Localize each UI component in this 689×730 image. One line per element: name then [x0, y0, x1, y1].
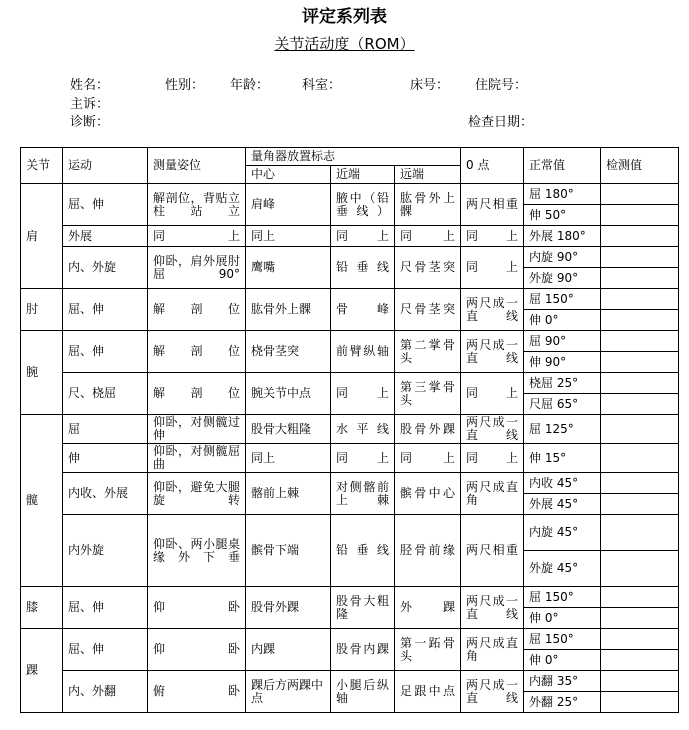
name-label: 姓名： — [70, 78, 110, 93]
measured-value-cell[interactable] — [601, 310, 679, 331]
measured-value-cell[interactable] — [601, 650, 679, 671]
table-row — [21, 184, 679, 205]
normal-value-cell: 外翻 25° — [524, 692, 601, 713]
joint-cell: 肩 — [21, 184, 63, 289]
motion-cell: 屈、伸 — [63, 629, 148, 671]
normal-value-cell: 屈 180° — [524, 184, 601, 205]
measured-value-cell[interactable] — [601, 587, 679, 608]
table-row — [21, 373, 679, 394]
center-cell: 踝后方两踝中点 — [246, 671, 331, 713]
measured-value-cell[interactable] — [601, 247, 679, 268]
measured-value-cell[interactable] — [601, 373, 679, 394]
distal-cell: 第一跖骨头 — [395, 629, 461, 671]
proximal-cell: 股骨内踝 — [331, 629, 395, 671]
measured-value-cell[interactable] — [601, 473, 679, 494]
distal-cell: 同上 — [395, 226, 461, 247]
normal-value-cell: 伸 90° — [524, 352, 601, 373]
motion-cell: 屈、伸 — [63, 289, 148, 331]
joint-cell: 膝 — [21, 587, 63, 629]
normal-value-cell: 外展 180° — [524, 226, 601, 247]
measured-value-cell[interactable] — [601, 444, 679, 473]
motion-cell: 伸 — [63, 444, 148, 473]
admission-label: 住院号： — [475, 78, 528, 93]
position-cell: 仰卧 — [148, 629, 246, 671]
measured-value-cell[interactable] — [601, 394, 679, 415]
table-row — [21, 444, 679, 473]
zero-cell: 两尺成直角 — [461, 629, 524, 671]
measured-value-cell[interactable] — [601, 226, 679, 247]
measured-value-cell[interactable] — [601, 205, 679, 226]
normal-value-cell: 内旋 90° — [524, 247, 601, 268]
center-cell: 同上 — [246, 444, 331, 473]
position-cell: 仰卧、两小腿桌缘外下垂 — [148, 515, 246, 587]
zero-cell: 两尺相重 — [461, 515, 524, 587]
normal-value-cell: 屈 150° — [524, 289, 601, 310]
joint-cell: 腕 — [21, 331, 63, 415]
rom-table — [20, 147, 679, 713]
table-row — [21, 247, 679, 268]
position-cell: 仰卧，肩外展肘屈 90° — [148, 247, 246, 289]
position-cell: 仰卧，对侧髋屈曲 — [148, 444, 246, 473]
header-placement: 量角器放置标志 — [246, 148, 461, 166]
normal-value-cell: 外旋 90° — [524, 268, 601, 289]
sex-label: 性别： — [165, 78, 205, 93]
normal-value-cell: 外展 45° — [524, 494, 601, 515]
measured-value-cell[interactable] — [601, 629, 679, 650]
table-row — [21, 331, 679, 352]
proximal-cell: 骨峰 — [331, 289, 395, 331]
proximal-cell: 同上 — [331, 226, 395, 247]
center-cell: 髂前上棘 — [246, 473, 331, 515]
distal-cell: 第三掌骨头 — [395, 373, 461, 415]
normal-value-cell: 伸 0° — [524, 608, 601, 629]
distal-cell: 足跟中点 — [395, 671, 461, 713]
motion-cell: 外展 — [63, 226, 148, 247]
joint-cell: 髋 — [21, 415, 63, 587]
page-title: 评定系列表 — [302, 7, 387, 27]
center-cell: 同上 — [246, 226, 331, 247]
measured-value-cell[interactable] — [601, 415, 679, 444]
exam-date-label: 检查日期： — [468, 115, 534, 130]
table-row — [21, 587, 679, 608]
zero-cell: 同上 — [461, 444, 524, 473]
normal-value-cell: 屈 90° — [524, 331, 601, 352]
measured-value-cell[interactable] — [601, 289, 679, 310]
position-cell: 解剖位，背贴立柱站立 — [148, 184, 246, 226]
proximal-cell: 对侧髂前上棘 — [331, 473, 395, 515]
proximal-cell: 同上 — [331, 444, 395, 473]
position-cell: 仰卧，对侧髋过伸 — [148, 415, 246, 444]
center-cell: 肱骨外上髁 — [246, 289, 331, 331]
measured-value-cell[interactable] — [601, 692, 679, 713]
normal-value-cell: 内旋 45° — [524, 515, 601, 551]
position-cell: 解剖位 — [148, 373, 246, 415]
position-cell: 解剖位 — [148, 289, 246, 331]
proximal-cell: 同上 — [331, 373, 395, 415]
complaint-label: 主诉： — [70, 97, 110, 112]
header-normal: 正常值 — [524, 148, 601, 184]
header-center: 中心 — [246, 166, 331, 184]
normal-value-cell: 屈 150° — [524, 629, 601, 650]
distal-cell: 第二掌骨头 — [395, 331, 461, 373]
motion-cell: 内外旋 — [63, 515, 148, 587]
distal-cell: 尺骨茎突 — [395, 289, 461, 331]
zero-cell: 两尺成一直线 — [461, 331, 524, 373]
normal-value-cell: 屈 125° — [524, 415, 601, 444]
age-label: 年龄： — [230, 78, 270, 93]
center-cell: 肩峰 — [246, 184, 331, 226]
proximal-cell: 股骨大粗隆 — [331, 587, 395, 629]
proximal-cell: 水平线 — [331, 415, 395, 444]
motion-cell: 内收、外展 — [63, 473, 148, 515]
position-cell: 同上 — [148, 226, 246, 247]
header-joint: 关节 — [21, 148, 63, 184]
distal-cell: 肱骨外上髁 — [395, 184, 461, 226]
measured-value-cell[interactable] — [601, 331, 679, 352]
proximal-cell: 铅垂线 — [331, 247, 395, 289]
page-subtitle: 关节活动度（ROM） — [274, 35, 415, 53]
normal-value-cell: 外旋 45° — [524, 551, 601, 587]
position-cell: 仰卧，避免大腿旋转 — [148, 473, 246, 515]
table-row — [21, 289, 679, 310]
center-cell: 内踝 — [246, 629, 331, 671]
measured-value-cell[interactable] — [601, 515, 679, 551]
measured-value-cell[interactable] — [601, 352, 679, 373]
normal-value-cell: 内翻 35° — [524, 671, 601, 692]
bed-label: 床号： — [410, 78, 450, 93]
normal-value-cell: 尺屈 65° — [524, 394, 601, 415]
zero-cell: 同上 — [461, 226, 524, 247]
joint-cell: 肘 — [21, 289, 63, 331]
table-row — [21, 415, 679, 444]
distal-cell: 外踝 — [395, 587, 461, 629]
center-cell: 桡骨茎突 — [246, 331, 331, 373]
header-measured: 检测值 — [601, 148, 679, 184]
motion-cell: 内、外翻 — [63, 671, 148, 713]
proximal-cell: 腋中（铅垂线） — [331, 184, 395, 226]
motion-cell: 尺、桡屈 — [63, 373, 148, 415]
proximal-cell: 小腿后纵轴 — [331, 671, 395, 713]
motion-cell: 内、外旋 — [63, 247, 148, 289]
dept-label: 科室： — [302, 78, 342, 93]
table-row — [21, 226, 679, 247]
measured-value-cell[interactable] — [601, 184, 679, 205]
proximal-cell: 铅垂线 — [331, 515, 395, 587]
measured-value-cell[interactable] — [601, 608, 679, 629]
table-row — [21, 671, 679, 692]
normal-value-cell: 伸 0° — [524, 650, 601, 671]
measured-value-cell[interactable] — [601, 671, 679, 692]
center-cell: 股骨外踝 — [246, 587, 331, 629]
distal-cell: 胫骨前缘 — [395, 515, 461, 587]
normal-value-cell: 内收 45° — [524, 473, 601, 494]
motion-cell: 屈、伸 — [63, 587, 148, 629]
table-row — [21, 515, 679, 551]
distal-cell: 股骨外踝 — [395, 415, 461, 444]
motion-cell: 屈、伸 — [63, 331, 148, 373]
zero-cell: 两尺成一直线 — [461, 587, 524, 629]
zero-cell: 两尺成一直线 — [461, 289, 524, 331]
zero-cell: 两尺成直角 — [461, 473, 524, 515]
header-motion: 运动 — [63, 148, 148, 184]
measured-value-cell[interactable] — [601, 268, 679, 289]
header-distal: 远端 — [395, 166, 461, 184]
center-cell: 腕关节中点 — [246, 373, 331, 415]
distal-cell: 同上 — [395, 444, 461, 473]
normal-value-cell: 桡屈 25° — [524, 373, 601, 394]
normal-value-cell: 屈 150° — [524, 587, 601, 608]
measured-value-cell[interactable] — [601, 494, 679, 515]
diagnosis-label: 诊断： — [70, 115, 110, 130]
table-row — [21, 473, 679, 494]
header-proximal: 近端 — [331, 166, 395, 184]
position-cell: 俯卧 — [148, 671, 246, 713]
normal-value-cell: 伸 15° — [524, 444, 601, 473]
zero-cell: 同上 — [461, 373, 524, 415]
center-cell: 髌骨下端 — [246, 515, 331, 587]
motion-cell: 屈 — [63, 415, 148, 444]
proximal-cell: 前臂纵轴 — [331, 331, 395, 373]
zero-cell: 同上 — [461, 247, 524, 289]
normal-value-cell: 伸 0° — [524, 310, 601, 331]
header-position: 测量姿位 — [148, 148, 246, 184]
header-zero: 0 点 — [461, 148, 524, 184]
zero-cell: 两尺相重 — [461, 184, 524, 226]
normal-value-cell: 伸 50° — [524, 205, 601, 226]
zero-cell: 两尺成一直线 — [461, 671, 524, 713]
joint-cell: 踝 — [21, 629, 63, 713]
distal-cell: 尺骨茎突 — [395, 247, 461, 289]
center-cell: 鹰嘴 — [246, 247, 331, 289]
center-cell: 股骨大粗隆 — [246, 415, 331, 444]
table-row — [21, 629, 679, 650]
position-cell: 解剖位 — [148, 331, 246, 373]
motion-cell: 屈、伸 — [63, 184, 148, 226]
distal-cell: 髌骨中心 — [395, 473, 461, 515]
position-cell: 仰卧 — [148, 587, 246, 629]
measured-value-cell[interactable] — [601, 551, 679, 587]
zero-cell: 两尺成一直线 — [461, 415, 524, 444]
